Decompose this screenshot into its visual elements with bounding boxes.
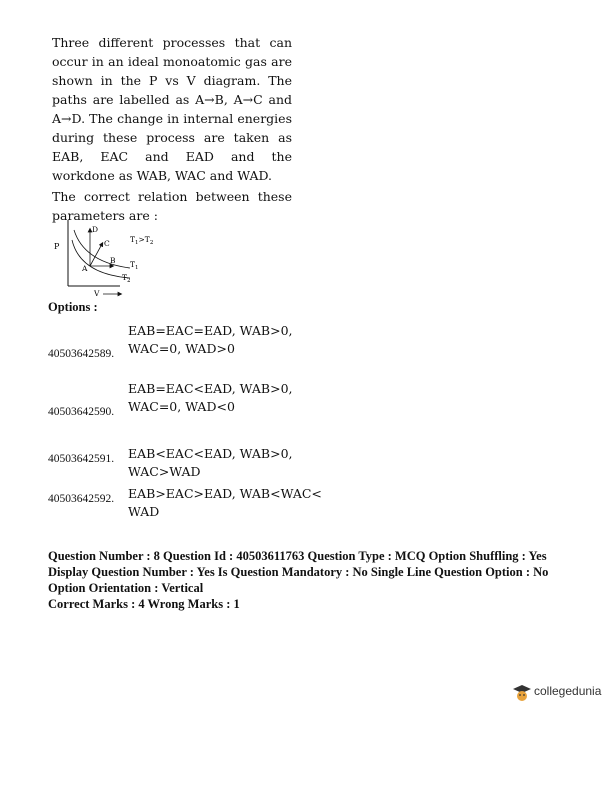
logo-text: collegedunia — [534, 684, 602, 698]
pv-diagram — [50, 218, 170, 298]
v-axis-label: V — [94, 289, 100, 298]
point-label-b: B — [110, 256, 116, 265]
question-metadata — [48, 548, 568, 612]
option-id: 40503642592. — [48, 493, 115, 505]
option-id: 40503642590. — [48, 406, 115, 418]
collegedunia-logo — [512, 683, 602, 707]
graduate-icon — [512, 683, 532, 703]
label-t1: $T_1$ — [130, 260, 139, 271]
option-text: EAB>EAC>EAD, WAB<WAC< WAD — [128, 486, 322, 519]
marks-info: Correct Marks : 4 Wrong Marks : 1 — [48, 597, 240, 611]
option-id: 40503642591. — [48, 453, 115, 465]
point-label-d: D — [92, 225, 99, 234]
question-prompt: The correct relation between these parameters are : — [52, 189, 292, 223]
option-text: EAB<EAC<EAD, WAB>0, WAC>WAD — [128, 446, 293, 479]
point-label-a: A — [82, 264, 88, 273]
temperature-relation: $T_1>T_2$ — [130, 235, 154, 246]
options-heading: Options : — [48, 300, 98, 314]
question-info: Question Number : 8 Question Id : 40503611763 Question Type : MCQ Option Shuffling : Yes Display Question Number : Yes Is Question Mandatory : No Single Line Question Option : No Option Orientation : Vertical — [48, 549, 549, 595]
label-t2: $T_2$ — [122, 273, 131, 284]
isotherm-t1 — [74, 230, 130, 268]
question-statement: Three different processes that can occur in an ideal monoatomic gas are shown in the P vs V diagram. The paths are labelled as A→B, A→C and A→D. The change in internal energies during these process are taken as EAB, EAC and EAD and the workdone as WAB, WAC and WAD. — [52, 35, 292, 183]
option-text: EAB=EAC=EAD, WAB>0, WAC=0, WAD>0 — [128, 323, 293, 356]
p-axis-label: P — [54, 242, 60, 251]
question-text — [52, 33, 292, 225]
point-label-c: C — [104, 239, 110, 248]
option-text: EAB=EAC<EAD, WAB>0, WAC=0, WAD<0 — [128, 381, 293, 414]
option-id: 40503642589. — [48, 348, 115, 360]
